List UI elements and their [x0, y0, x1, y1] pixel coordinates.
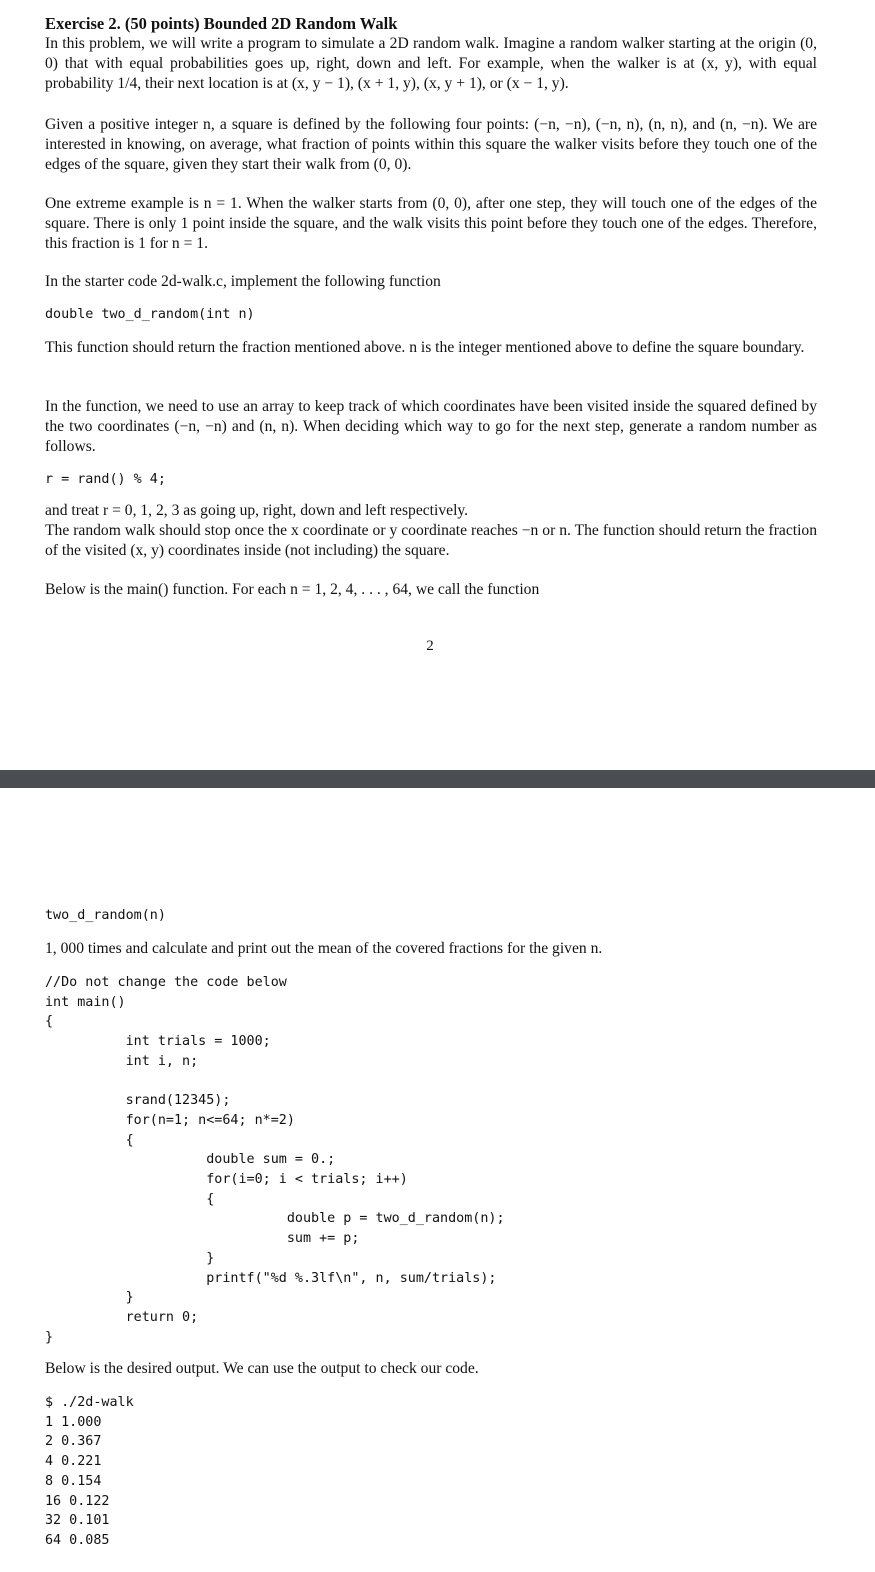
main-function-code: //Do not change the code below int main() { int trials = 1000; int i, n; srand(12345); for(n=1; n<=64; n*=2) { double sum = 0.; for(i=0; i < trials; i++) { double p = two_d_random(n); sum += p; } printf("%d %.3lf\n", n, sum/trials); } return 0; }	[45, 975, 505, 1345]
stop-condition-paragraph: The random walk should stop once the x coordinate or y coordinate reaches −n or n. The function should return the fraction of the visited (x, y) coordinates inside (not including) the square.	[45, 522, 817, 559]
function-signature: double two_d_random(int n)	[45, 307, 255, 322]
intro-paragraph: In this problem, we will write a program to simulate a 2D random walk. Imagine a random walker starting at the origin (0, 0) that with equal probabilities goes up, right, down and left. For example, when the walker is at (x, y), with equal probability 1/4, their next location is at (x, y − 1), (x + 1, y), (x, y + 1), or (x − 1, y).	[45, 35, 817, 92]
extreme-example-paragraph: One extreme example is n = 1. When the walker starts from (0, 0), after one step, they will touch one of the edges of the square. There is only 1 point inside the square, and the walk visits this point before they touch one of the edges. Therefore, this fraction is 1 for n = 1.	[45, 195, 817, 252]
intro-section	[45, 14, 817, 94]
treat-paragraph: and treat r = 0, 1, 2, 3 as going up, right, down and left respectively.	[45, 502, 469, 519]
rand-code-line: r = rand() % 4;	[45, 472, 166, 487]
program-output-code: $ ./2d-walk 1 1.000 2 0.367 4 0.221 8 0.154 16 0.122 32 0.101 64 0.085	[45, 1395, 134, 1548]
square-paragraph: Given a positive integer n, a square is defined by the following four points: (−n, −n), (−n, n), (n, n), and (n, −n). We are interested in knowing, on average, what fraction of points within this square the walker visits before they touch one of the edges of the square, given they start their walk from (0, 0).	[45, 116, 817, 173]
starter-code-paragraph: In the starter code 2d-walk.c, implement the following function	[45, 273, 441, 290]
page-separator	[0, 770, 875, 788]
function-call-line: two_d_random(n)	[45, 908, 166, 923]
page-number: 2	[426, 638, 434, 654]
document-page-2	[0, 788, 875, 1572]
array-paragraph: In the function, we need to use an array to keep track of which coordinates have been visited inside the squared defined by the two coordinates (−n, −n) and (n, n). When deciding which way to go for the next step, generate a random number as follows.	[45, 398, 817, 455]
exercise-title: Exercise 2. (50 points) Bounded 2D Random Walk	[45, 14, 398, 33]
main-intro-paragraph: Below is the main() function. For each n = 1, 2, 4, . . . , 64, we call the function	[45, 581, 540, 598]
return-paragraph: This function should return the fraction mentioned above. n is the integer mentioned above to define the square boundary.	[45, 339, 805, 356]
desired-output-paragraph: Below is the desired output. We can use the output to check our code.	[45, 1360, 479, 1377]
document-page-1	[0, 0, 875, 770]
times-paragraph: 1, 000 times and calculate and print out the mean of the covered fractions for the given n.	[45, 940, 603, 957]
